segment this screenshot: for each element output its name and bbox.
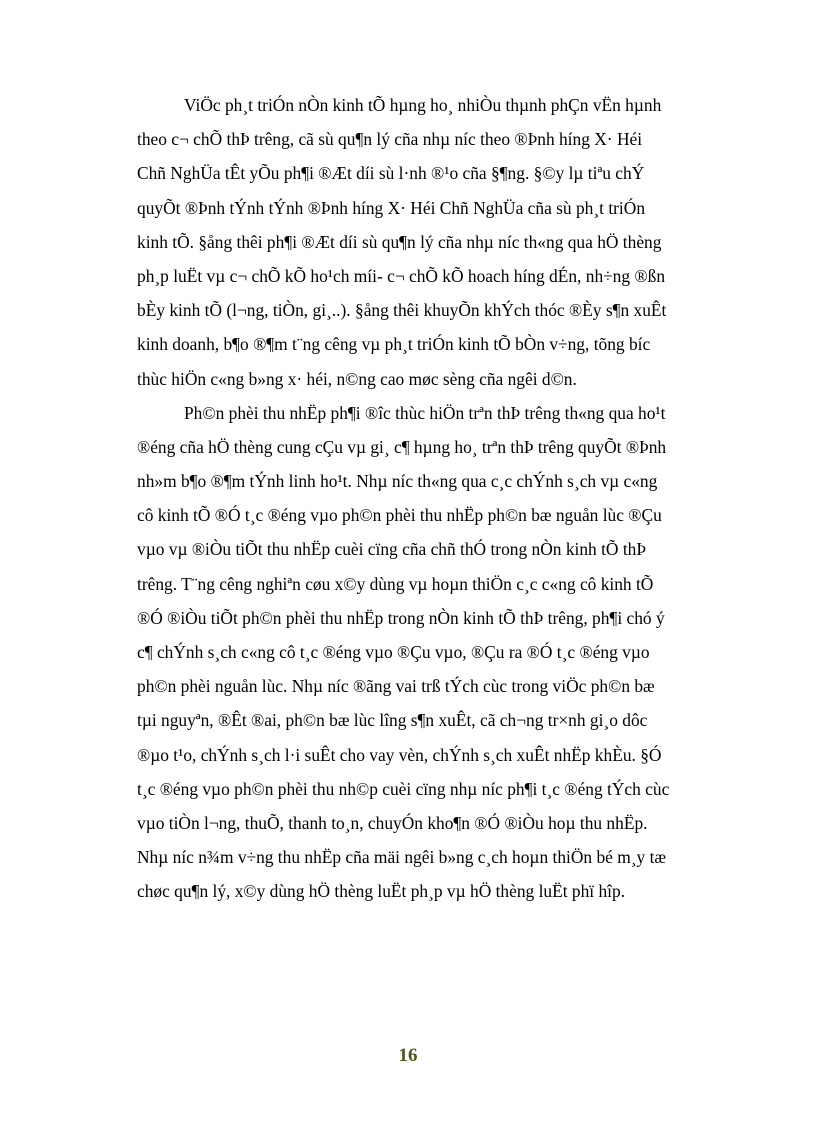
text-line: ®µo t¹o, chÝnh s¸ch l·i suÊt cho vay vèn, chÝnh s¸ch xuÊt nhËp khÈu. §Ó xyxy=(137,744,662,765)
text-line: c¶ chÝnh s¸ch c«ng cô t¸c ®éng vµo ®Çu vµo, ®Çu ra ®Ó t¸c ®éng vµo xyxy=(137,642,650,662)
text-line: kinh doanh, b¶o ®¶m t¨ng cêng vµ ph¸t triÓn kinh tÕ bÒn v÷ng, tõng bíc xyxy=(137,334,651,355)
text-line: trêng. T¨ng cêng nghiªn cøu x©y dùng vµ hoµn thiÖn c¸c c«ng cô kinh tÕ xyxy=(137,573,654,594)
text-line: quyÕt ®Þnh tÝnh tÝnh ®Þnh híng X· Héi Chñ NghÜa cña sù ph¸t triÓn xyxy=(137,197,646,218)
text-line: vµo vµ ®iÒu tiÕt thu nhËp cuèi cïng cña chñ thÓ trong nÒn kinh tÕ thÞ xyxy=(137,539,647,560)
text-line: Nhµ níc n¾m v÷ng thu nhËp cña mäi ngêi b»ng c¸ch hoµn thiÖn bé m¸y tæ xyxy=(137,847,666,868)
text-line: ph¸p luËt vµ c¬ chÕ kÕ ho¹ch míi- c¬ chÕ kÕ hoach híng dÉn, nh÷ng ®ßn xyxy=(137,265,666,286)
text-line: vµo tiÒn l¬ng, thuÕ, thanh to¸n, chuyÓn kho¶n ®Ó ®iÒu hoµ thu nhËp. xyxy=(137,812,648,833)
text-line: ViÖc ph¸t triÓn nÒn kinh tÕ hµng ho¸ nhiÒu thµnh phÇn vËn hµnh xyxy=(184,95,662,115)
paragraph-1 xyxy=(137,88,745,396)
text-line: Ph©n phèi thu nhËp ph¶i ®îc thùc hiÖn trªn thÞ trêng th«ng qua ho¹t xyxy=(184,402,666,423)
text-line: bÈy kinh tÕ (l¬ng, tiÒn, gi¸..). §ång thêi khuyÕn khÝch thóc ®Èy s¶n xuÊt xyxy=(137,300,667,321)
body-text xyxy=(137,88,745,909)
text-line: thùc hiÖn c«ng b»ng x· héi, n©ng cao møc sèng cña ngêi d©n. xyxy=(137,368,577,389)
text-line: tµi nguyªn, ®Êt ®ai, ph©n bæ lùc lîng s¶n xuÊt, cã ch¬ng tr×nh gi¸o dôc xyxy=(137,710,648,731)
text-line: kinh tÕ. §ång thêi ph¶i ®Æt díi sù qu¶n lý cña nhµ níc th«ng qua hÖ thèng xyxy=(137,231,662,252)
text-line: ®Ó ®iÒu tiÕt ph©n phèi thu nhËp trong nÒn kinh tÕ thÞ trêng, ph¶i chó ý xyxy=(137,607,665,628)
text-line: chøc qu¶n lý, x©y dùng hÖ thèng luËt ph¸p vµ hÖ thèng luËt phï hîp. xyxy=(137,881,626,902)
text-line: nh»m b¶o ®¶m tÝnh linh ho¹t. Nhµ níc th«ng qua c¸c chÝnh s¸ch vµ c«ng xyxy=(137,471,658,492)
text-line: cô kinh tÕ ®Ó t¸c ®éng vµo ph©n phèi thu nhËp ph©n bæ nguån lùc ®Çu xyxy=(137,505,662,526)
text-line: ®éng cña hÖ thèng cung cÇu vµ gi¸ c¶ hµng ho¸ trªn thÞ trêng quyÕt ®Þnh xyxy=(137,436,667,457)
paragraph-2 xyxy=(137,396,745,909)
text-line: t¸c ®éng vµo ph©n phèi thu nh©p cuèi cïng nhµ níc ph¶i t¸c ®éng tÝch cùc xyxy=(137,778,670,799)
text-line: theo c¬ chÕ thÞ trêng, cã sù qu¶n lý cña nhµ níc theo ®Þnh híng X· Héi xyxy=(137,129,643,150)
page-number: 16 xyxy=(398,1045,418,1066)
text-line: ph©n phèi nguån lùc. Nhµ níc ®ãng vai trß tÝch cùc trong viÖc ph©n bæ xyxy=(137,676,655,697)
text-line: Chñ NghÜa tÊt yÕu ph¶i ®Æt díi sù l·nh ®¹o cña §¶ng. §©y lµ tiªu chÝ xyxy=(137,163,645,184)
